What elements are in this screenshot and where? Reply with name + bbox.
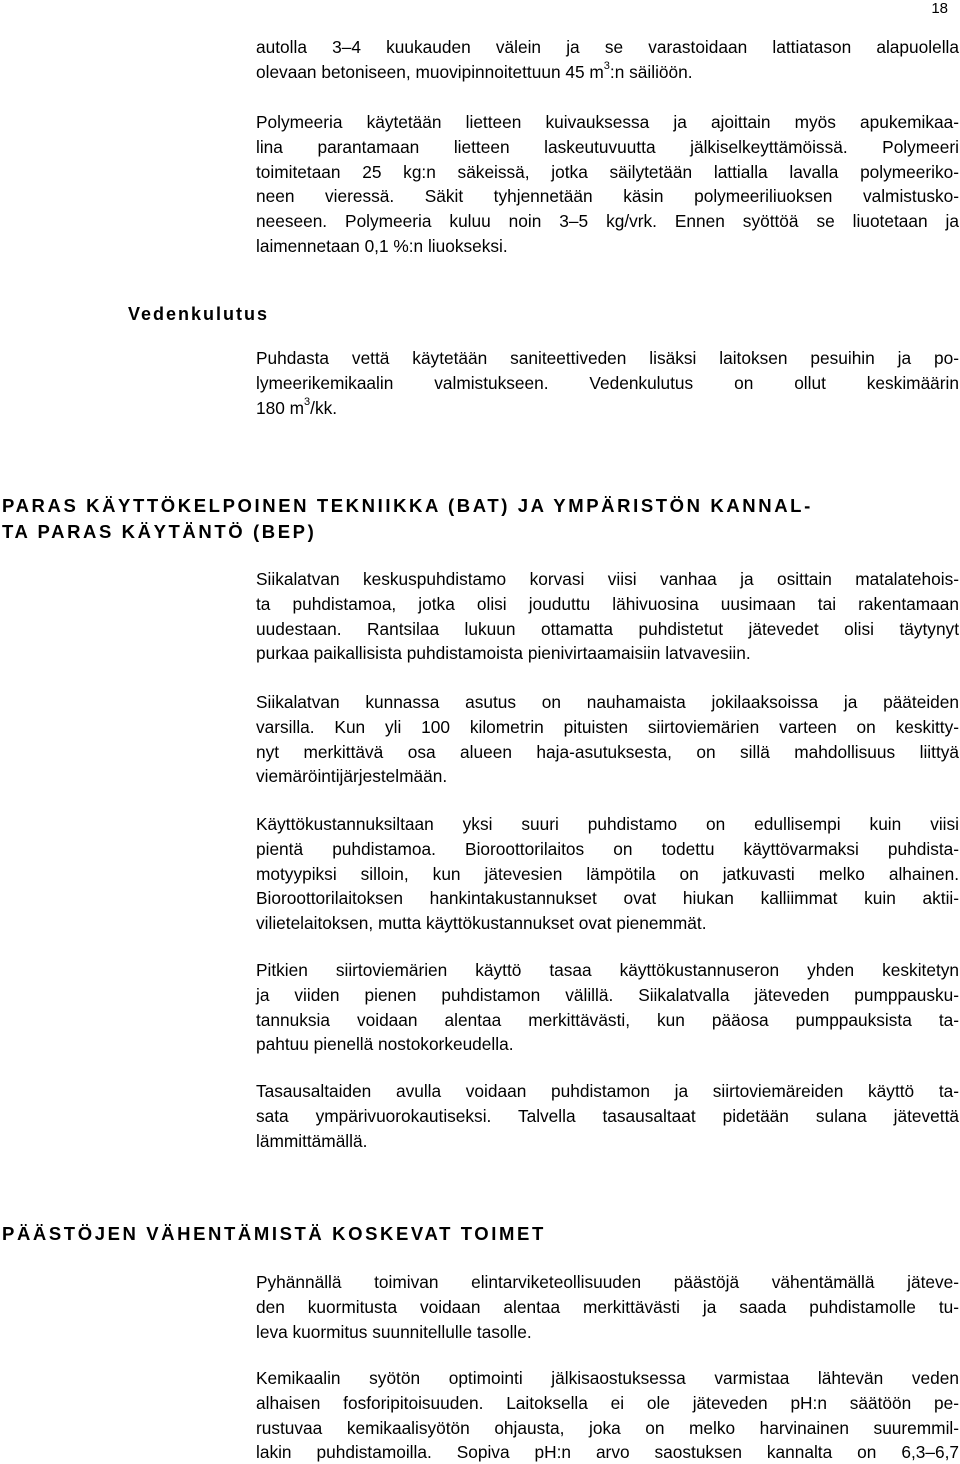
text-line: ja viiden pienen puhdistamon välillä. Siikalatvalla jäteveden pumppausku-: [256, 984, 959, 1005]
paragraph-polymer: [256, 110, 959, 259]
text-line: purkaa paikallisista puhdistamoista pienivirtaamaisiin latvavesiin.: [256, 643, 751, 664]
text-line: [256, 60, 959, 85]
text-line: Bioroottorilaitoksen hankintakustannukset ovat hiukan kalliimmat kuin aktii-: [256, 888, 959, 909]
text-line: [256, 396, 959, 421]
section-heading-bat: [2, 493, 958, 545]
text-line: pientä puhdistamoa. Bioroottorilaitos on todettu käyttövarmaksi puhdista-: [256, 838, 959, 859]
paragraph-bat-5: [256, 1079, 959, 1153]
text-fragment: olevaan betoniseen, muovipinnoitettuun 45 m: [256, 61, 604, 82]
text-fragment: 180 m: [256, 397, 305, 418]
text-line: uudestaan. Rantsilaa lukuun ottamatta puhdistetut jätevedet olisi täytynyt: [256, 618, 959, 639]
text-line: rustuvaa kemikaalisyötön ohjausta, joka on melko harvinainen suuremmil-: [256, 1417, 959, 1438]
paragraph-water-consumption: [256, 346, 959, 420]
text-line: neeseen. Polymeeria kuluu noin 3–5 kg/vrk. Ennen syöttöä se liuotetaan ja: [256, 211, 959, 232]
text-line: den kuormitusta voidaan alentaa merkittävästi ja saada puhdistamolle tu-: [256, 1296, 959, 1317]
text-line: Kemikaalin syötön optimointi jälkisaostuksessa varmistaa lähtevän veden: [256, 1368, 959, 1388]
paragraph-emissions-2: [256, 1366, 959, 1464]
text-line: lakin puhdistamoilla. Sopiva pH:n arvo saostuksen kannalta on 6,3–6,7: [256, 1442, 959, 1463]
text-fragment: /kk.: [310, 397, 338, 418]
text-line: sata ympärivuorokautiseksi. Talvella tasausaltaat pidetään sulana jätevettä: [256, 1105, 959, 1126]
text-line: alhaisen fosforipitoisuuden. Laitoksella ei ole jäteveden pH:n säätöön pe-: [256, 1392, 959, 1413]
text-line: nyt merkittävä osa alueen haja-asutuksesta, on sillä mahdollisuus liittyä: [256, 741, 959, 762]
superscript: 3: [304, 395, 311, 408]
text-line: Puhdasta vettä käytetään saniteettiveden lisäksi laitoksen pesuihin ja po-: [256, 348, 959, 368]
text-line: lämmittämällä.: [256, 1130, 368, 1151]
text-line: autolla 3–4 kuukauden välein ja se varastoidaan lattiatason alapuolella: [256, 37, 959, 57]
paragraph-bat-4: [256, 958, 959, 1057]
text-line: Käyttökustannuksiltaan yksi suuri puhdistamo on edullisempi kuin viisi: [256, 814, 959, 834]
paragraph-bat-1: [256, 567, 959, 666]
text-line: Pitkien siirtoviemärien käyttö tasaa käyttökustannuseron yhden keskitetyn: [256, 960, 959, 980]
text-line: viemäröintijärjestelmään.: [256, 766, 448, 787]
text-line: toimitetaan 25 kg:n säkeissä, jotka säilytetään lattialla lavalla polymeeriko-: [256, 161, 959, 182]
paragraph-sludge-storage: [256, 35, 959, 85]
text-line: ta puhdistamoa, jotka olisi jouduttu lähivuosina uusimaan tai rakentamaan: [256, 593, 959, 614]
text-line: Siikalatvan keskuspuhdistamo korvasi viisi vanhaa ja osittain matalatehois-: [256, 569, 959, 589]
text-line: vilietelaitoksen, mutta käyttökustannukset ovat pienemmät.: [256, 913, 707, 934]
text-line: lymeerikemikaalin valmistukseen. Vedenkulutus on ollut keskimäärin: [256, 372, 959, 393]
text-line: Siikalatvan kunnassa asutus on nauhamaista jokilaaksoissa ja pääteiden: [256, 692, 959, 712]
text-line: Tasausaltaiden avulla voidaan puhdistamon ja siirtoviemäreiden käyttö ta-: [256, 1081, 959, 1101]
paragraph-bat-2: [256, 690, 959, 789]
paragraph-bat-3: [256, 812, 959, 936]
heading-line: TA PARAS KÄYTÄNTÖ (BEP): [2, 521, 317, 542]
page-number: 18: [931, 0, 948, 17]
text-line: laimennetaan 0,1 %:n liuokseksi.: [256, 235, 508, 256]
heading-line: PÄÄSTÖJEN VÄHENTÄMISTÄ KOSKEVAT TOIMET: [2, 1223, 546, 1244]
text-line: neen vieressä. Säkit tyhjennetään käsin polymeeriliuoksen valmistusko-: [256, 186, 959, 207]
text-line: motyypiksi silloin, kun jätevesien lämpötila on jatkuvasti melko alhainen.: [256, 863, 959, 884]
text-line: leva kuormitus suunnitellulle tasolle.: [256, 1321, 532, 1342]
paragraph-emissions-1: [256, 1270, 959, 1344]
text-line: pahtuu pienellä nostokorkeudella.: [256, 1034, 514, 1055]
text-line: lina parantamaan lietteen laskeutuvuutta jälkiselkeyttämöissä. Polymeeri: [256, 136, 959, 157]
superscript: 3: [603, 60, 610, 73]
text-line: Polymeeria käytetään lietteen kuivauksessa ja ajoittain myös apukemikaa-: [256, 112, 959, 132]
side-heading-water-consumption: Vedenkulutus: [128, 304, 270, 324]
text-line: Pyhännällä toimivan elintarviketeollisuuden päästöjä vähentämällä jäteve-: [256, 1272, 959, 1292]
section-heading-emissions: [2, 1221, 958, 1247]
text-fragment: :n säiliöön.: [609, 61, 693, 82]
text-line: varsilla. Kun yli 100 kilometrin pituisten siirtoviemärien varteen on keskitty-: [256, 716, 959, 737]
text-line: tannuksia voidaan alentaa merkittävästi, kun pääosa pumppauksista ta-: [256, 1009, 959, 1030]
heading-line: PARAS KÄYTTÖKELPOINEN TEKNIIKKA (BAT) JA YMPÄRISTÖN KANNAL-: [2, 495, 813, 516]
